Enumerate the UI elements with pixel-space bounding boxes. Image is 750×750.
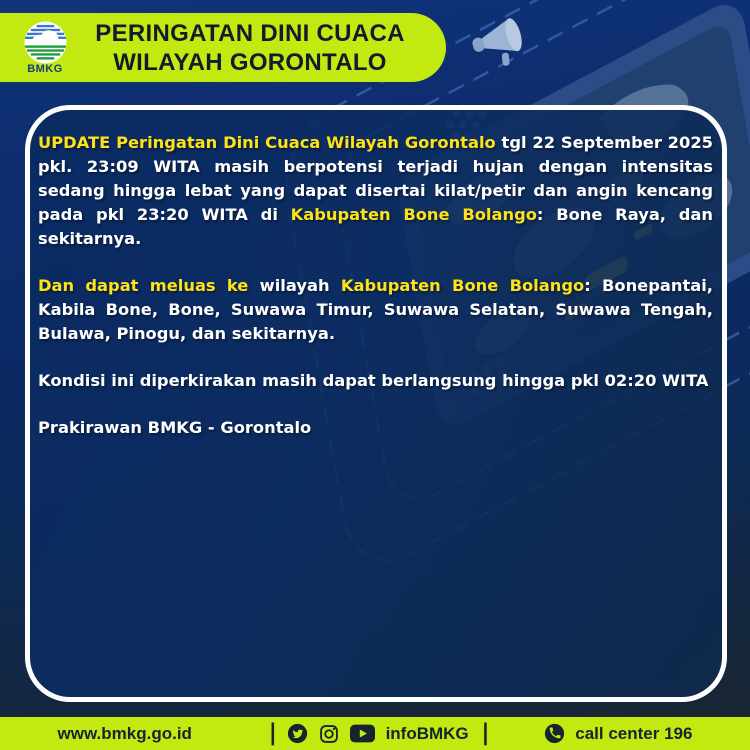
title-line-1: PERINGATAN DINI CUACA bbox=[95, 19, 405, 47]
bmkg-logo-icon bbox=[22, 21, 69, 65]
alert-paragraph-update bbox=[38, 131, 713, 251]
highlight-expansion: Dan dapat meluas ke bbox=[38, 276, 249, 295]
footer-bar bbox=[0, 717, 750, 750]
page-title bbox=[76, 19, 446, 77]
social-handle: infoBMKG bbox=[385, 723, 469, 743]
body-text: : Bone Raya, dan sekitarnya. bbox=[38, 205, 713, 248]
megaphone-icon bbox=[468, 16, 528, 73]
alert-paragraph-duration: Kondisi ini diperkirakan masih dapat berlangsung hingga pkl 02:20 WITA bbox=[38, 371, 709, 390]
bmkg-logo bbox=[14, 21, 76, 75]
highlight-regency: Kabupaten Bone Bolango bbox=[290, 205, 537, 224]
footer-divider: | bbox=[269, 719, 276, 747]
body-text: tgl 22 September 2025 pkl. 23:09 WITA masih berpotensi terjadi hujan dengan intensitas sedang hingga lebat yang dapat disertai kilat/petir dan angin kencang pada pkl 23:20 WITA di bbox=[38, 133, 713, 224]
alert-paragraph-expansion bbox=[38, 274, 713, 346]
twitter-icon[interactable] bbox=[287, 723, 308, 744]
body-text: : Bonepantai, Kabila Bone, Bone, Suwawa Timur, Suwawa Selatan, Suwawa Tengah, Bulawa, Pinogu, dan sekitarnya. bbox=[38, 276, 713, 343]
bmkg-logo-label: BMKG bbox=[27, 62, 63, 75]
alert-signature: Prakirawan BMKG - Gorontalo bbox=[38, 418, 312, 437]
youtube-icon[interactable] bbox=[350, 724, 375, 743]
phone-icon[interactable] bbox=[544, 723, 565, 744]
title-line-2: WILAYAH GORONTALO bbox=[113, 48, 387, 76]
header-banner bbox=[0, 13, 446, 82]
website-link[interactable]: www.bmkg.go.id bbox=[57, 723, 192, 743]
body-text: wilayah bbox=[248, 276, 341, 295]
highlight-regency: Kabupaten Bone Bolango bbox=[340, 276, 585, 295]
call-center-label: call center 196 bbox=[575, 723, 693, 743]
instagram-icon[interactable] bbox=[319, 724, 339, 744]
highlight-update: UPDATE Peringatan Dini Cuaca Wilayah Gorontalo bbox=[38, 133, 496, 152]
footer-divider: | bbox=[482, 719, 489, 747]
alert-card bbox=[25, 105, 727, 702]
